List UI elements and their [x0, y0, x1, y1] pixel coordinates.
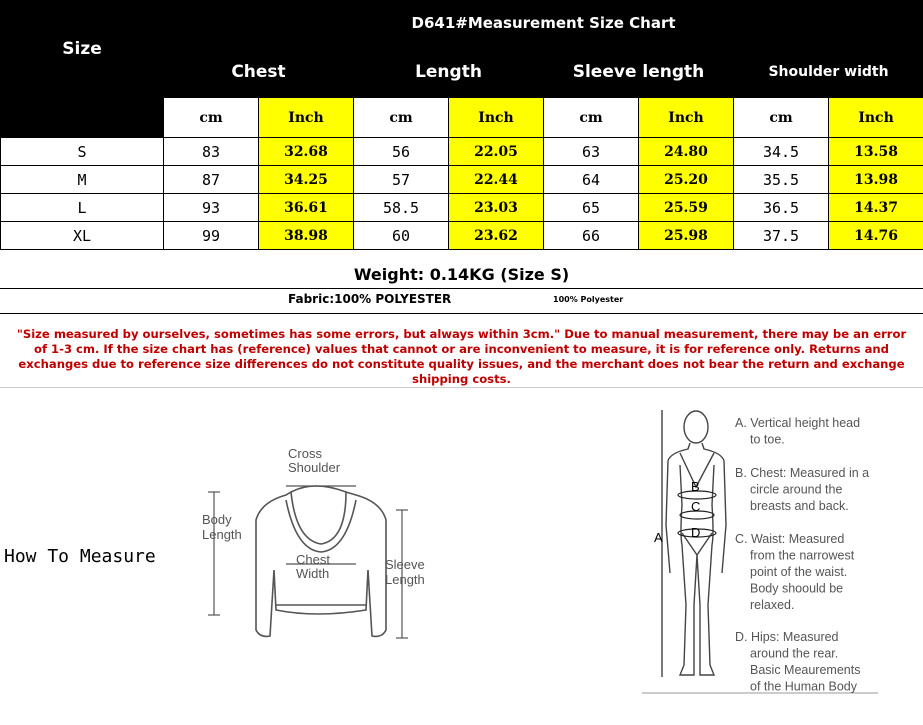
unit-cm: cm — [354, 98, 449, 138]
cm-value: 64 — [544, 166, 639, 194]
cm-value: 56 — [354, 138, 449, 166]
cm-value: 83 — [164, 138, 259, 166]
letter-b: B — [691, 479, 700, 494]
how-to-measure-label: How To Measure — [4, 546, 156, 567]
body-note-line: from the narrowest — [750, 548, 855, 563]
label-cross: Cross — [288, 446, 322, 461]
unit-cm: cm — [164, 98, 259, 138]
inch-value: 14.76 — [829, 222, 923, 250]
cm-value: 37.5 — [734, 222, 829, 250]
size-cell: S — [1, 138, 164, 166]
body-note-line: D. Hips: Measured — [735, 630, 839, 644]
body-note-line: C. Waist: Measured — [735, 532, 845, 546]
unit-cm: cm — [544, 98, 639, 138]
label-chest: Chest — [296, 552, 330, 567]
inch-value: 32.68 — [259, 138, 354, 166]
label-body: Body — [202, 512, 232, 527]
letter-d: D — [691, 525, 701, 540]
cm-value: 58.5 — [354, 194, 449, 222]
label-sleeve: Sleeve — [385, 557, 425, 572]
cm-value: 66 — [544, 222, 639, 250]
body-note-line: Body shoould be — [750, 581, 844, 596]
cm-value: 36.5 — [734, 194, 829, 222]
cm-value: 93 — [164, 194, 259, 222]
fabric-row — [0, 289, 923, 314]
size-cell: M — [1, 166, 164, 194]
cm-value: 65 — [544, 194, 639, 222]
body-note-line: to toe. — [750, 432, 785, 447]
size-chart — [0, 0, 923, 250]
inch-value: 24.80 — [639, 138, 734, 166]
letter-c: C — [691, 499, 701, 514]
label-sleeve-length: Length — [385, 572, 425, 587]
cm-value: 60 — [354, 222, 449, 250]
inch-value: 14.37 — [829, 194, 923, 222]
weight-text: Weight: 0.14KG (Size S) — [0, 262, 923, 289]
cm-value: 57 — [354, 166, 449, 194]
body-note-line: around the rear. — [750, 646, 839, 661]
size-cell: L — [1, 194, 164, 222]
cm-value: 34.5 — [734, 138, 829, 166]
human-body-icon — [666, 411, 726, 675]
body-note-line: A. Vertical height head — [735, 416, 861, 430]
label-width: Width — [296, 566, 330, 581]
cm-value: 63 — [544, 138, 639, 166]
unit-inch: Inch — [829, 98, 923, 138]
size-table — [0, 0, 923, 250]
table-row — [1, 222, 923, 250]
body-notes — [735, 416, 869, 694]
chart-title: D641#Measurement Size Chart — [164, 1, 923, 46]
inch-value: 13.58 — [829, 138, 923, 166]
table-row — [1, 194, 923, 222]
fabric-text: Fabric:100% POLYESTER — [288, 292, 452, 306]
body-note-line: point of the waist. — [750, 565, 848, 579]
inch-value: 25.20 — [639, 166, 734, 194]
size-header: Size — [1, 1, 164, 98]
garment-diagram — [196, 440, 446, 650]
col-chest: Chest — [164, 46, 354, 98]
unit-inch: Inch — [449, 98, 544, 138]
inch-value: 34.25 — [259, 166, 354, 194]
size-cell: XL — [1, 222, 164, 250]
col-length: Length — [354, 46, 544, 98]
inch-value: 22.44 — [449, 166, 544, 194]
cm-value: 99 — [164, 222, 259, 250]
unit-inch: Inch — [639, 98, 734, 138]
inch-value: 23.03 — [449, 194, 544, 222]
inch-value: 23.62 — [449, 222, 544, 250]
label-length: Length — [202, 527, 242, 542]
unit-inch: Inch — [259, 98, 354, 138]
fabric-small-text: 100% Polyester — [553, 295, 624, 304]
body-note-line: breasts and back. — [750, 499, 849, 513]
body-note-line: circle around the — [750, 482, 843, 497]
cm-value: 87 — [164, 166, 259, 194]
inch-value: 25.59 — [639, 194, 734, 222]
col-shoulder-width: Shoulder width — [734, 46, 923, 98]
body-note-line: B. Chest: Measured in a — [735, 466, 870, 480]
body-note-line: Basic Meaurements — [750, 663, 861, 677]
inch-value: 38.98 — [259, 222, 354, 250]
inch-value: 25.98 — [639, 222, 734, 250]
letter-a: A — [654, 530, 663, 545]
inch-value: 22.05 — [449, 138, 544, 166]
disclaimer-note: "Size measured by ourselves, sometimes has some errors, but always within 3cm." Due to manual measurement, there may be an error of 1-3 cm. If the size chart has (reference) values that cannot or are inconvenient to measure, it is for reference only. Returns and exchanges due to reference size differences do not constitute quality issues, and the merchant does not bear the return and exchange shipping costs. — [16, 327, 907, 386]
label-shoulder: Shoulder — [288, 460, 341, 475]
body-note-line: of the Human Body — [750, 679, 858, 694]
body-diagram — [640, 405, 920, 700]
col-sleeve-length: Sleeve length — [544, 46, 734, 98]
unit-cm: cm — [734, 98, 829, 138]
table-row — [1, 138, 923, 166]
inch-value: 13.98 — [829, 166, 923, 194]
table-row — [1, 166, 923, 194]
inch-value: 36.61 — [259, 194, 354, 222]
cm-value: 35.5 — [734, 166, 829, 194]
body-note-line: relaxed. — [750, 598, 795, 612]
blank-cell — [1, 98, 164, 138]
